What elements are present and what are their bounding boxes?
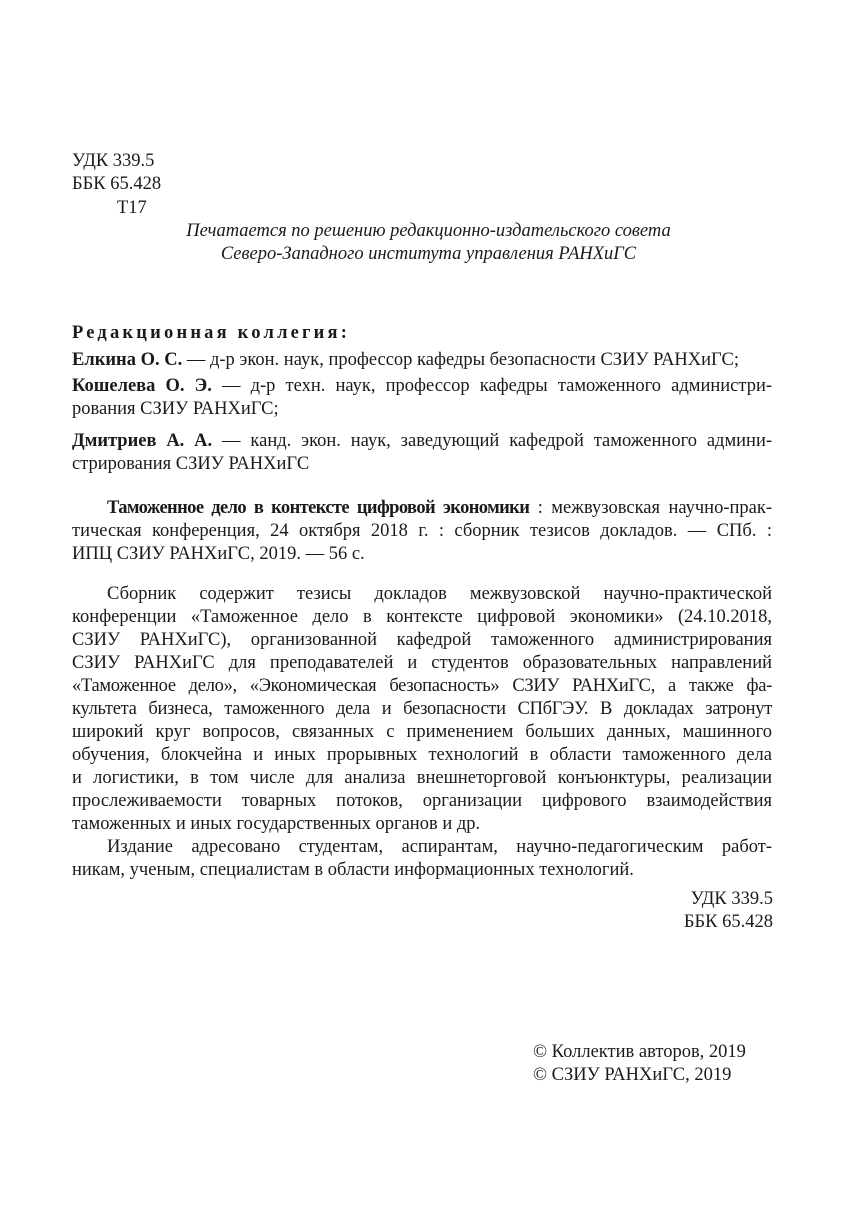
audience-line: никам, ученым, специалистам в области информационных технологий. — [72, 860, 634, 880]
abstract-line: широкий круг вопросов, связанных с применением больших данных, машинного — [72, 722, 772, 742]
abstract-line: обучения, блокчейна и иных прорывных технологий в области таможенного дела — [72, 745, 772, 765]
footer-bbk: ББК 65.428 — [683, 912, 773, 932]
bbk-code: ББК 65.428 — [72, 174, 162, 194]
abstract-line: «Таможенное дело», «Экономическая безопасность» СЗИУ РАНХиГС, а также фа- — [72, 676, 772, 696]
member-name: Дмитриев А. А. — [72, 431, 213, 451]
abstract-line: СЗИУ РАНХиГС), организованной кафедрой таможенного администрирования — [72, 630, 772, 650]
bib-line: Таможенное дело в контексте цифровой экономики : межвузовская научно-прак- — [107, 498, 772, 518]
member-desc-cont: рования СЗИУ РАНХиГС; — [72, 399, 279, 419]
audience-line: Издание адресовано студентам, аспирантам, научно-педагогическим работ- — [107, 837, 772, 857]
bib-title: Таможенное дело в контексте цифровой экономики — [107, 498, 530, 518]
udk-code: УДК 339.5 — [72, 151, 155, 171]
copyright-publisher: © СЗИУ РАНХиГС, 2019 — [533, 1065, 732, 1085]
board-member — [72, 375, 772, 397]
bib-line: тическая конференция, 24 октября 2018 г. : сборник тезисов докладов. — СПб. : — [72, 521, 772, 541]
copyright-authors: © Коллектив авторов, 2019 — [533, 1042, 746, 1062]
author-sign: Т17 — [117, 198, 147, 218]
abstract-line: конференции «Таможенное дело в контексте цифровой экономики» (24.10.2018, — [72, 607, 772, 627]
member-desc: — д-р экон. наук, профессор кафедры безопасности СЗИУ РАНХиГС; — [182, 350, 739, 370]
member-desc: — канд. экон. наук, заведующий кафедрой таможенного админи- — [212, 431, 773, 451]
bib-line: ИПЦ СЗИУ РАНХиГС, 2019. — 56 с. — [72, 544, 365, 564]
board-heading: Редакционная коллегия: — [72, 323, 351, 343]
abstract-line: таможенных и иных государственных органов и др. — [72, 814, 481, 834]
abstract-line: и логистики, в том числе для анализа внешнеторговой конъюнктуры, реализации — [72, 768, 772, 788]
board-member — [72, 349, 772, 371]
member-name: Елкина О. С. — [72, 350, 183, 370]
footer-udk: УДК 339.5 — [690, 889, 773, 909]
abstract-line: СЗИУ РАНХиГС для преподавателей и студентов образовательных направлений — [72, 653, 772, 673]
member-desc-cont: стрирования СЗИУ РАНХиГС — [72, 454, 310, 474]
member-desc: — д-р техн. наук, профессор кафедры таможенного администри- — [211, 376, 772, 396]
abstract-line: Сборник содержит тезисы докладов межвузовской научно-практической — [107, 584, 772, 604]
imprimatur-line-1: Печатается по решению редакционно-издательского совета — [186, 221, 671, 241]
abstract-line: культета бизнеса, таможенного дела и безопасности СПбГЭУ. В докладах затронут — [72, 699, 772, 719]
board-member — [72, 430, 772, 452]
imprimatur-line-2: Северо-Западного института управления РАНХиГС — [220, 244, 637, 264]
member-name: Кошелева О. Э. — [72, 376, 212, 396]
abstract-line: прослеживаемости товарных потоков, организации цифрового взаимодействия — [72, 791, 772, 811]
